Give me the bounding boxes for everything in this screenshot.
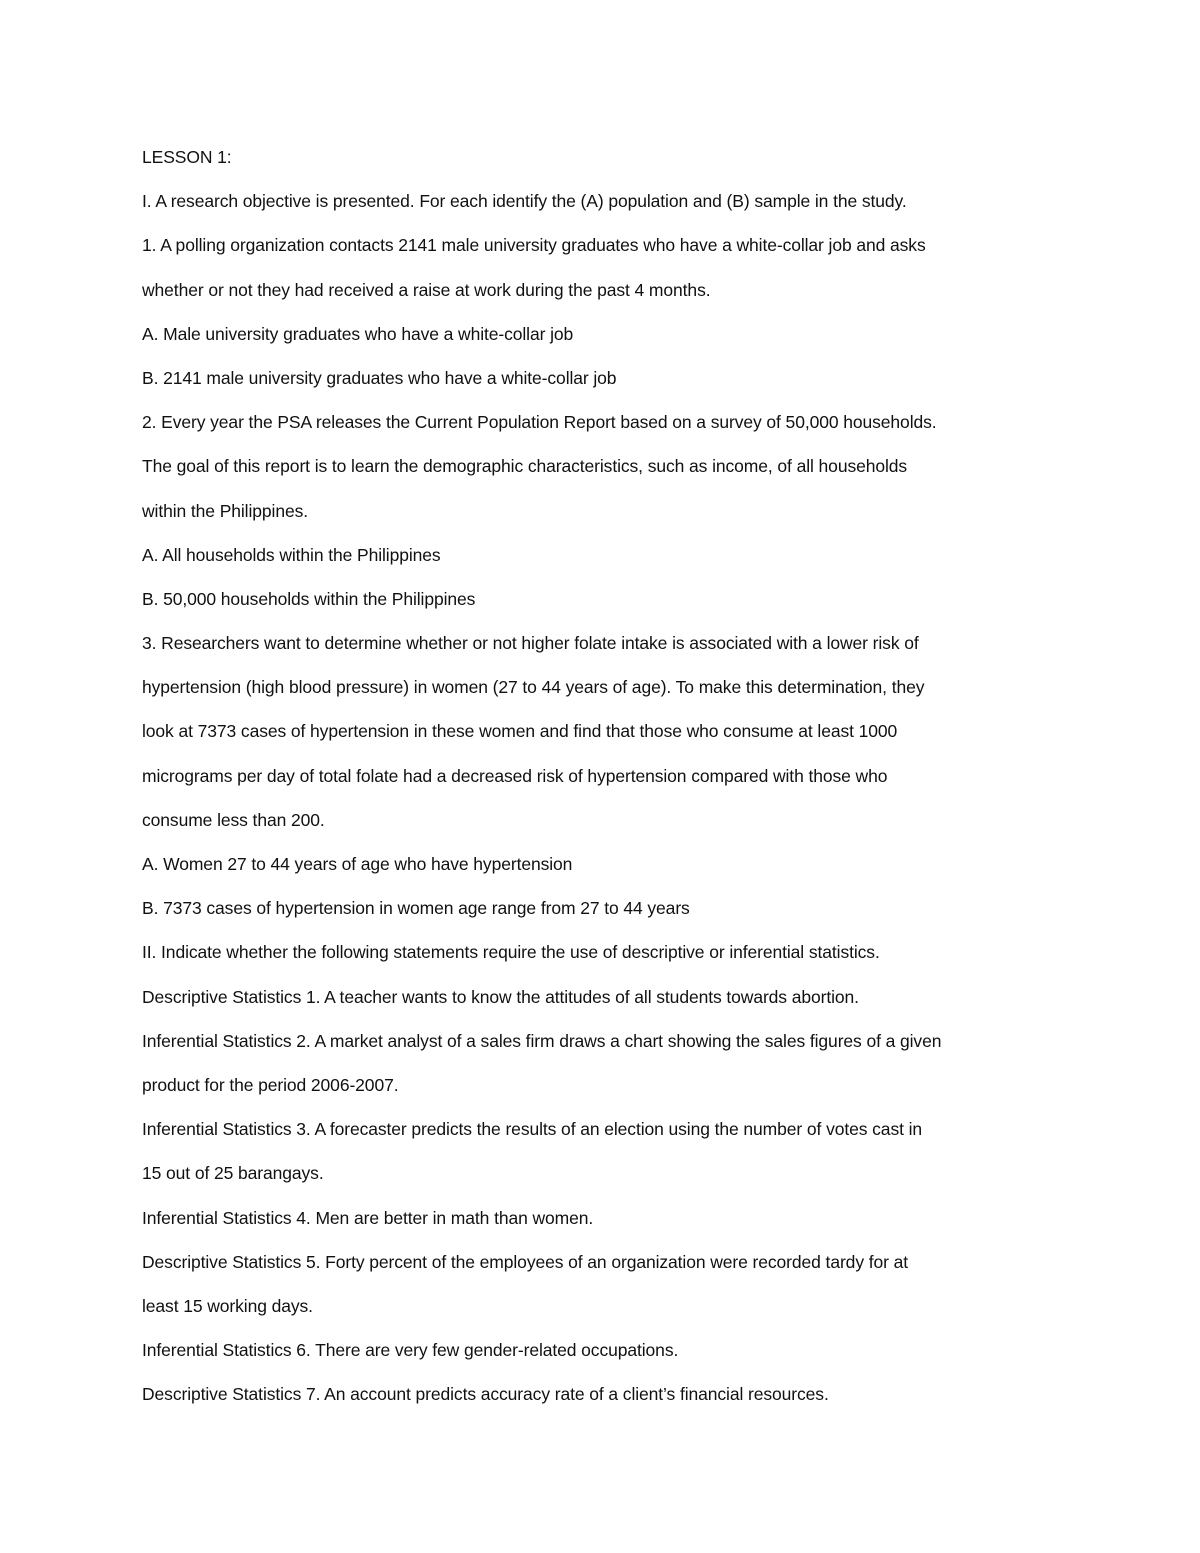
item-3-text-line-5: consume less than 200.: [142, 809, 325, 830]
item-3-text-line-3: look at 7373 cases of hypertension in these women and find that those who consume at least 1000: [142, 721, 898, 742]
item-1-text-line-2: whether or not they had received a raise at work during the past 4 months.: [142, 279, 711, 300]
item-3-answer-a: A. Women 27 to 44 years of age who have hypertension: [142, 854, 573, 874]
statement-2-line-2: product for the period 2006-2007.: [142, 1074, 399, 1095]
item-2-text-line-2: The goal of this report is to learn the demographic characteristics, such as income, of all households: [142, 456, 908, 477]
statement-2-line-1: Inferential Statistics 2. A market analyst of a sales firm draws a chart showing the sales figures of a given: [142, 1030, 942, 1051]
statement-3-line-1: Inferential Statistics 3. A forecaster predicts the results of an election using the number of votes cast in: [142, 1119, 923, 1140]
item-2-answer-a: A. All households within the Philippines: [142, 544, 441, 565]
item-1-answer-a: A. Male university graduates who have a white-collar job: [142, 323, 574, 344]
statement-7: Descriptive Statistics 7. An account predicts accuracy rate of a client’s financial resources.: [142, 1384, 829, 1405]
statement-4: Inferential Statistics 4. Men are better in math than women.: [142, 1207, 594, 1228]
statement-3-line-2: 15 out of 25 barangays.: [142, 1163, 324, 1184]
item-2-text-line-1: 2. Every year the PSA releases the Current Population Report based on a survey of 50,000 households.: [142, 412, 937, 433]
item-3-text-line-4: micrograms per day of total folate had a decreased risk of hypertension compared with those who: [142, 765, 888, 786]
statement-5-line-1: Descriptive Statistics 5. Forty percent of the employees of an organization were recorded tardy for at: [142, 1251, 909, 1272]
statement-1: Descriptive Statistics 1. A teacher wants to know the attitudes of all students towards abortion.: [142, 986, 859, 1007]
lesson-heading: LESSON 1:: [142, 147, 232, 167]
item-3-text-line-1: 3. Researchers want to determine whether or not higher folate intake is associated with a lower risk of: [142, 633, 919, 654]
document-body: [142, 139, 1072, 1420]
item-3-text-line-2: hypertension (high blood pressure) in women (27 to 44 years of age). To make this determination, they: [142, 677, 925, 698]
section-1-instruction: I. A research objective is presented. For each identify the (A) population and (B) sample in the study.: [142, 191, 907, 212]
item-2-answer-b: B. 50,000 households within the Philippines: [142, 588, 476, 609]
section-2-instruction: II. Indicate whether the following statements require the use of descriptive or inferential statistics.: [142, 942, 880, 963]
statement-6: Inferential Statistics 6. There are very few gender-related occupations.: [142, 1340, 679, 1361]
item-1-answer-b: B. 2141 male university graduates who have a white-collar job: [142, 367, 617, 388]
statement-5-line-2: least 15 working days.: [142, 1295, 313, 1316]
item-2-text-line-3: within the Philippines.: [142, 500, 308, 521]
item-1-text-line-1: 1. A polling organization contacts 2141 male university graduates who have a white-collar job and asks: [142, 235, 926, 256]
item-3-answer-b: B. 7373 cases of hypertension in women age range from 27 to 44 years: [142, 898, 690, 919]
